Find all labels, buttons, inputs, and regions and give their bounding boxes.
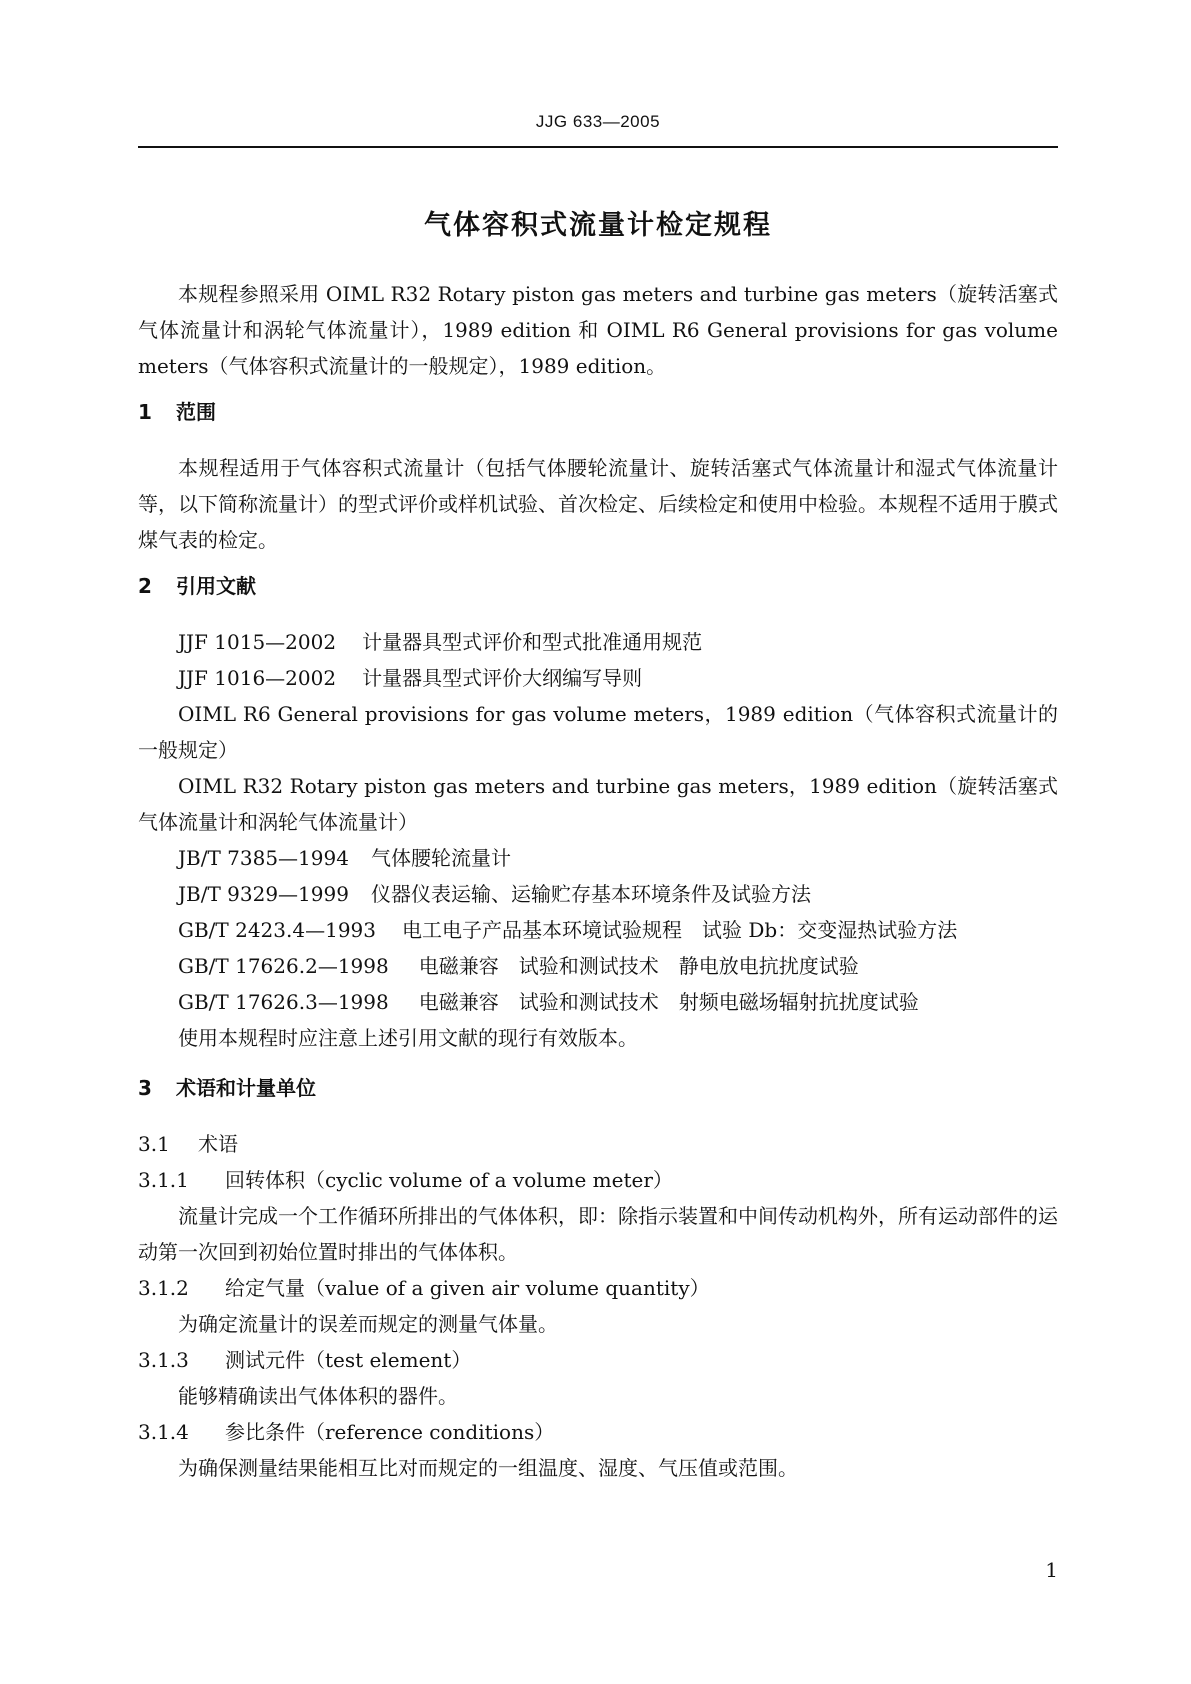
reference-code: GB/T 2423.4—1993 <box>178 918 376 942</box>
reference-title: 气体腰轮流量计 <box>370 846 511 870</box>
section-1-heading <box>138 394 1058 430</box>
reference-code: OIML R6 General provisions for gas volume meters，1989 edition（气体容积式流量计的一般规定） <box>138 702 1058 762</box>
term-definition: 能够精确读出气体体积的器件。 <box>178 1384 458 1408</box>
page-number: 1 <box>1045 1558 1058 1582</box>
intro-paragraph: 本规程参照采用 OIML R32 Rotary piston gas meters and turbine gas meters（旋转活塞式气体流量计和涡轮气体流量计），1989 edition 和 OIML R6 General provisions for gas volume meters（气体容积式流量计的一般规定），1989 edition。 <box>138 282 1058 378</box>
reference-code: GB/T 17626.2—1998 <box>178 954 389 978</box>
term-heading <box>138 1270 1058 1306</box>
section-title: 引用文献 <box>176 574 256 598</box>
term-title: 给定气量（value of a given air volume quantity） <box>225 1276 710 1300</box>
reference-code: JJF 1015—2002 <box>178 630 337 654</box>
subsection-heading <box>138 1126 1058 1162</box>
section-1-text: 本规程适用于气体容积式流量计（包括气体腰轮流量计、旋转活塞式气体流量计和湿式气体流量计等，以下简称流量计）的型式评价或样机试验、首次检定、后续检定和使用中检验。本规程不适用于膜式煤气表的检定。 <box>138 456 1058 552</box>
reference-item <box>138 984 1058 1020</box>
reference-item <box>138 876 1058 912</box>
document-title: 气体容积式流量计检定规程 <box>424 210 772 241</box>
reference-title: 电磁兼容 试验和测试技术 静电放电抗扰度试验 <box>418 954 859 978</box>
reference-code: JJF 1016—2002 <box>178 666 337 690</box>
reference-item <box>138 840 1058 876</box>
reference-title: 电磁兼容 试验和测试技术 射频电磁场辐射抗扰度试验 <box>418 990 919 1014</box>
term-number: 3.1.2 <box>138 1276 189 1300</box>
reference-item <box>138 624 1058 660</box>
reference-item <box>138 768 1058 840</box>
term-definition: 为确保测量结果能相互比对而规定的一组温度、湿度、气压值或范围。 <box>178 1456 798 1480</box>
term-number: 3.1.4 <box>138 1420 189 1444</box>
reference-item <box>138 696 1058 768</box>
reference-code: JB/T 7385—1994 <box>178 846 349 870</box>
reference-code: OIML R32 Rotary piston gas meters and turbine gas meters，1989 edition（旋转活塞式气体流量计和涡轮气体流量计） <box>138 774 1058 834</box>
term-definition: 为确定流量计的误差而规定的测量气体量。 <box>178 1312 558 1336</box>
term-number: 3.1.1 <box>138 1168 189 1192</box>
reference-code: JB/T 9329—1999 <box>178 882 349 906</box>
term-heading <box>138 1162 1058 1198</box>
reference-note: 使用本规程时应注意上述引用文献的现行有效版本。 <box>178 1026 638 1050</box>
reference-item <box>138 912 1058 948</box>
reference-item <box>138 660 1058 696</box>
subsection-number: 3.1 <box>138 1132 170 1156</box>
term-heading <box>138 1342 1058 1378</box>
document-body <box>138 276 1058 1486</box>
reference-title: 计量器具型式评价大纲编写导则 <box>362 666 643 690</box>
reference-item <box>138 948 1058 984</box>
section-3-heading <box>138 1070 1058 1106</box>
reference-title: 计量器具型式评价和型式批准通用规范 <box>362 630 703 654</box>
term-title: 回转体积（cyclic volume of a volume meter） <box>225 1168 673 1192</box>
reference-title: 电工电子产品基本环境试验规程 试验 Db：交变湿热试验方法 <box>402 918 958 942</box>
section-title: 范围 <box>176 400 216 424</box>
section-number: 2 <box>138 574 152 598</box>
section-2-heading <box>138 568 1058 604</box>
term-title: 参比条件（reference conditions） <box>225 1420 555 1444</box>
section-number: 1 <box>138 400 152 424</box>
reference-code: GB/T 17626.3—1998 <box>178 990 389 1014</box>
subsection-title: 术语 <box>198 1132 238 1156</box>
header-rule <box>138 146 1058 148</box>
reference-title: 仪器仪表运输、运输贮存基本环境条件及试验方法 <box>370 882 811 906</box>
section-number: 3 <box>138 1076 152 1100</box>
section-title: 术语和计量单位 <box>176 1076 316 1100</box>
page-header-code: JJG 633—2005 <box>535 112 661 131</box>
term-definition: 流量计完成一个工作循环所排出的气体体积，即：除指示装置和中间传动机构外，所有运动部件的运动第一次回到初始位置时排出的气体体积。 <box>138 1204 1058 1264</box>
term-number: 3.1.3 <box>138 1348 189 1372</box>
term-title: 测试元件（test element） <box>225 1348 472 1372</box>
term-heading <box>138 1414 1058 1450</box>
